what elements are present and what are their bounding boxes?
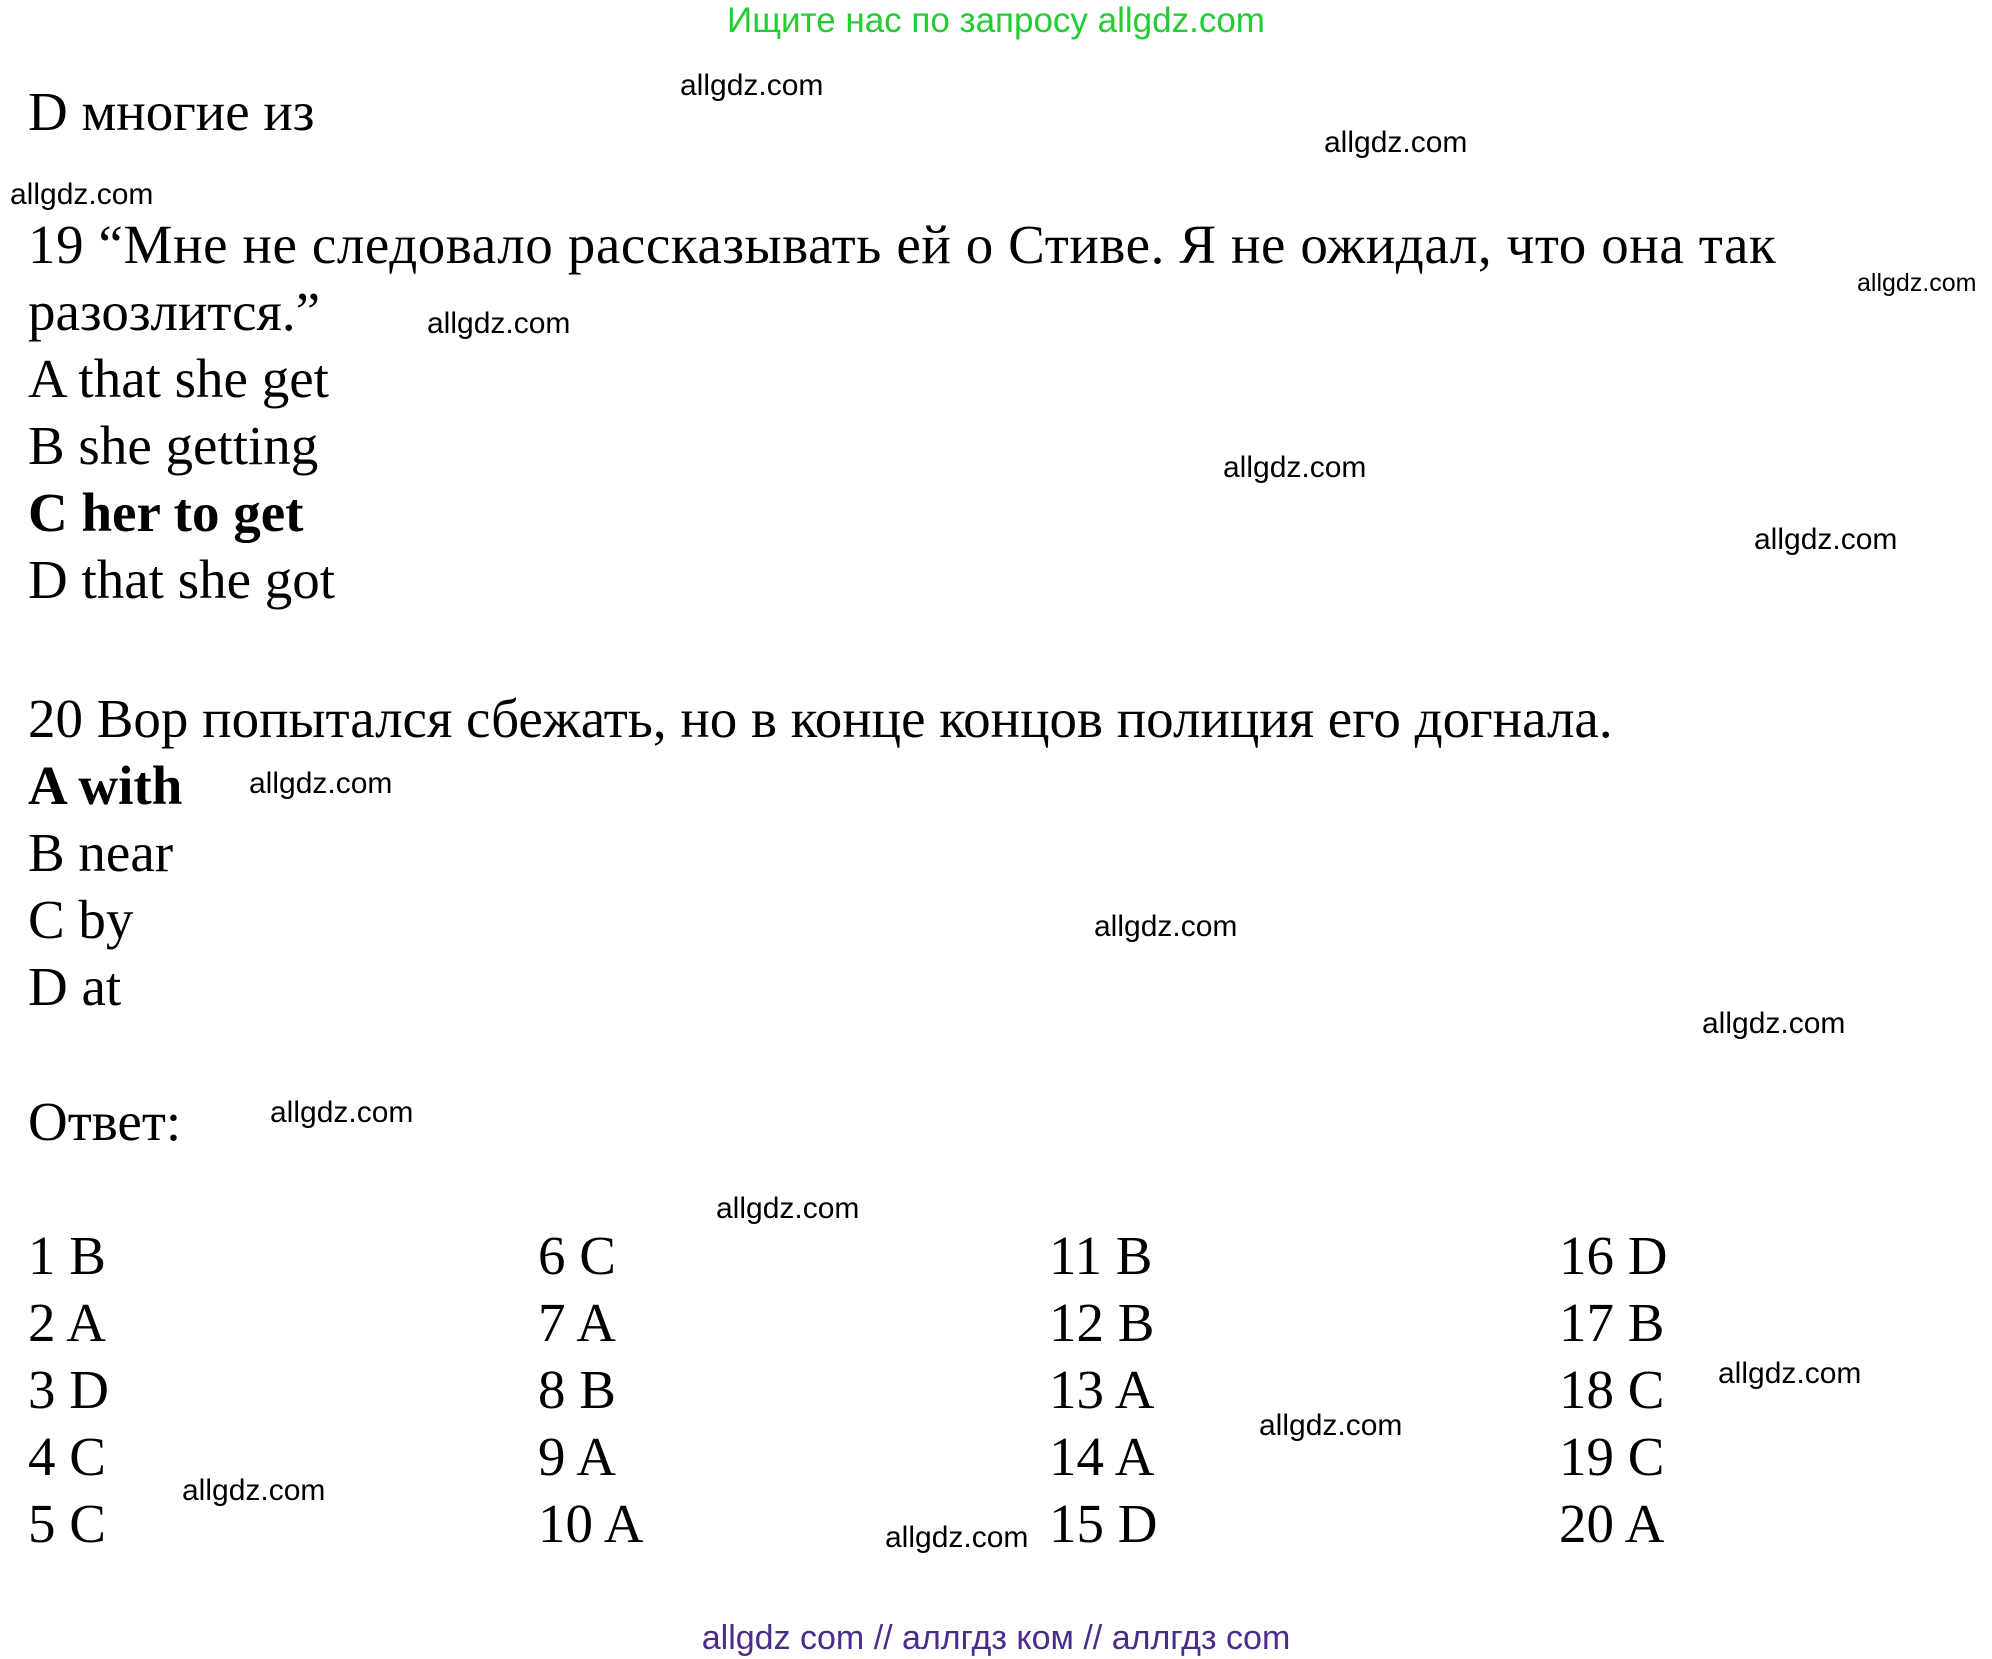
top-banner: Ищите нас по запросу allgdz.com <box>727 1 1265 40</box>
answer-item: 3 D <box>28 1359 109 1420</box>
answer-item: 14 A <box>1049 1426 1155 1487</box>
answer-item: 2 A <box>28 1292 106 1353</box>
answer-item: 6 C <box>538 1225 616 1286</box>
question-19-option-a: A that she get <box>28 348 329 409</box>
answer-item: 8 B <box>538 1359 616 1420</box>
answer-item: 9 A <box>538 1426 616 1487</box>
question-19-text-cont: разозлится.” <box>28 281 320 342</box>
answer-label: Ответ: <box>28 1091 182 1152</box>
question-20-option-d: D at <box>28 956 122 1017</box>
answer-item: 18 C <box>1559 1359 1665 1420</box>
answer-item: 17 B <box>1559 1292 1665 1353</box>
watermark: allgdz.com <box>1754 523 1898 556</box>
question-19-text: 19 “Мне не следовало рассказывать ей о Стиве. Я не ожидал, что она так <box>28 214 1777 275</box>
watermark: allgdz.com <box>1259 1409 1403 1442</box>
question-20-text: 20 Вор попытался сбежать, но в конце концов полиция его догнала. <box>28 688 1613 749</box>
watermark: allgdz.com <box>1094 910 1238 943</box>
watermark: allgdz.com <box>1857 269 1977 297</box>
answer-item: 16 D <box>1559 1225 1668 1286</box>
question-20-option-c: C by <box>28 889 134 950</box>
prev-option: D многие из <box>28 81 315 142</box>
watermark: allgdz.com <box>1702 1007 1846 1040</box>
watermark: allgdz.com <box>1324 126 1468 159</box>
answer-item: 12 B <box>1049 1292 1155 1353</box>
watermark: allgdz.com <box>270 1096 414 1129</box>
question-19-option-c: C her to get <box>28 482 304 543</box>
answer-item: 10 A <box>538 1493 644 1554</box>
question-20-option-a: A with <box>28 755 183 816</box>
watermark: allgdz.com <box>1718 1357 1862 1390</box>
watermark: allgdz.com <box>716 1192 860 1225</box>
watermark: allgdz.com <box>680 69 824 102</box>
answer-item: 20 A <box>1559 1493 1665 1554</box>
question-20-option-b: B near <box>28 822 174 883</box>
answer-item: 5 C <box>28 1493 106 1554</box>
question-19-option-d: D that she got <box>28 549 336 610</box>
watermark: allgdz.com <box>10 178 154 211</box>
answer-item: 1 B <box>28 1225 106 1286</box>
answer-item: 4 C <box>28 1426 106 1487</box>
watermark: allgdz.com <box>427 307 571 340</box>
bottom-footer: allgdz com // аллгдз ком // аллгдз com <box>701 1619 1291 1657</box>
answer-item: 7 A <box>538 1292 616 1353</box>
answer-item: 11 B <box>1049 1225 1153 1286</box>
watermark: allgdz.com <box>182 1474 326 1507</box>
answer-item: 19 C <box>1559 1426 1665 1487</box>
watermark: allgdz.com <box>249 767 393 800</box>
watermark: allgdz.com <box>1223 451 1367 484</box>
answer-item: 13 A <box>1049 1359 1155 1420</box>
question-19-option-b: B she getting <box>28 415 319 476</box>
answer-item: 15 D <box>1049 1493 1158 1554</box>
watermark: allgdz.com <box>885 1521 1029 1554</box>
